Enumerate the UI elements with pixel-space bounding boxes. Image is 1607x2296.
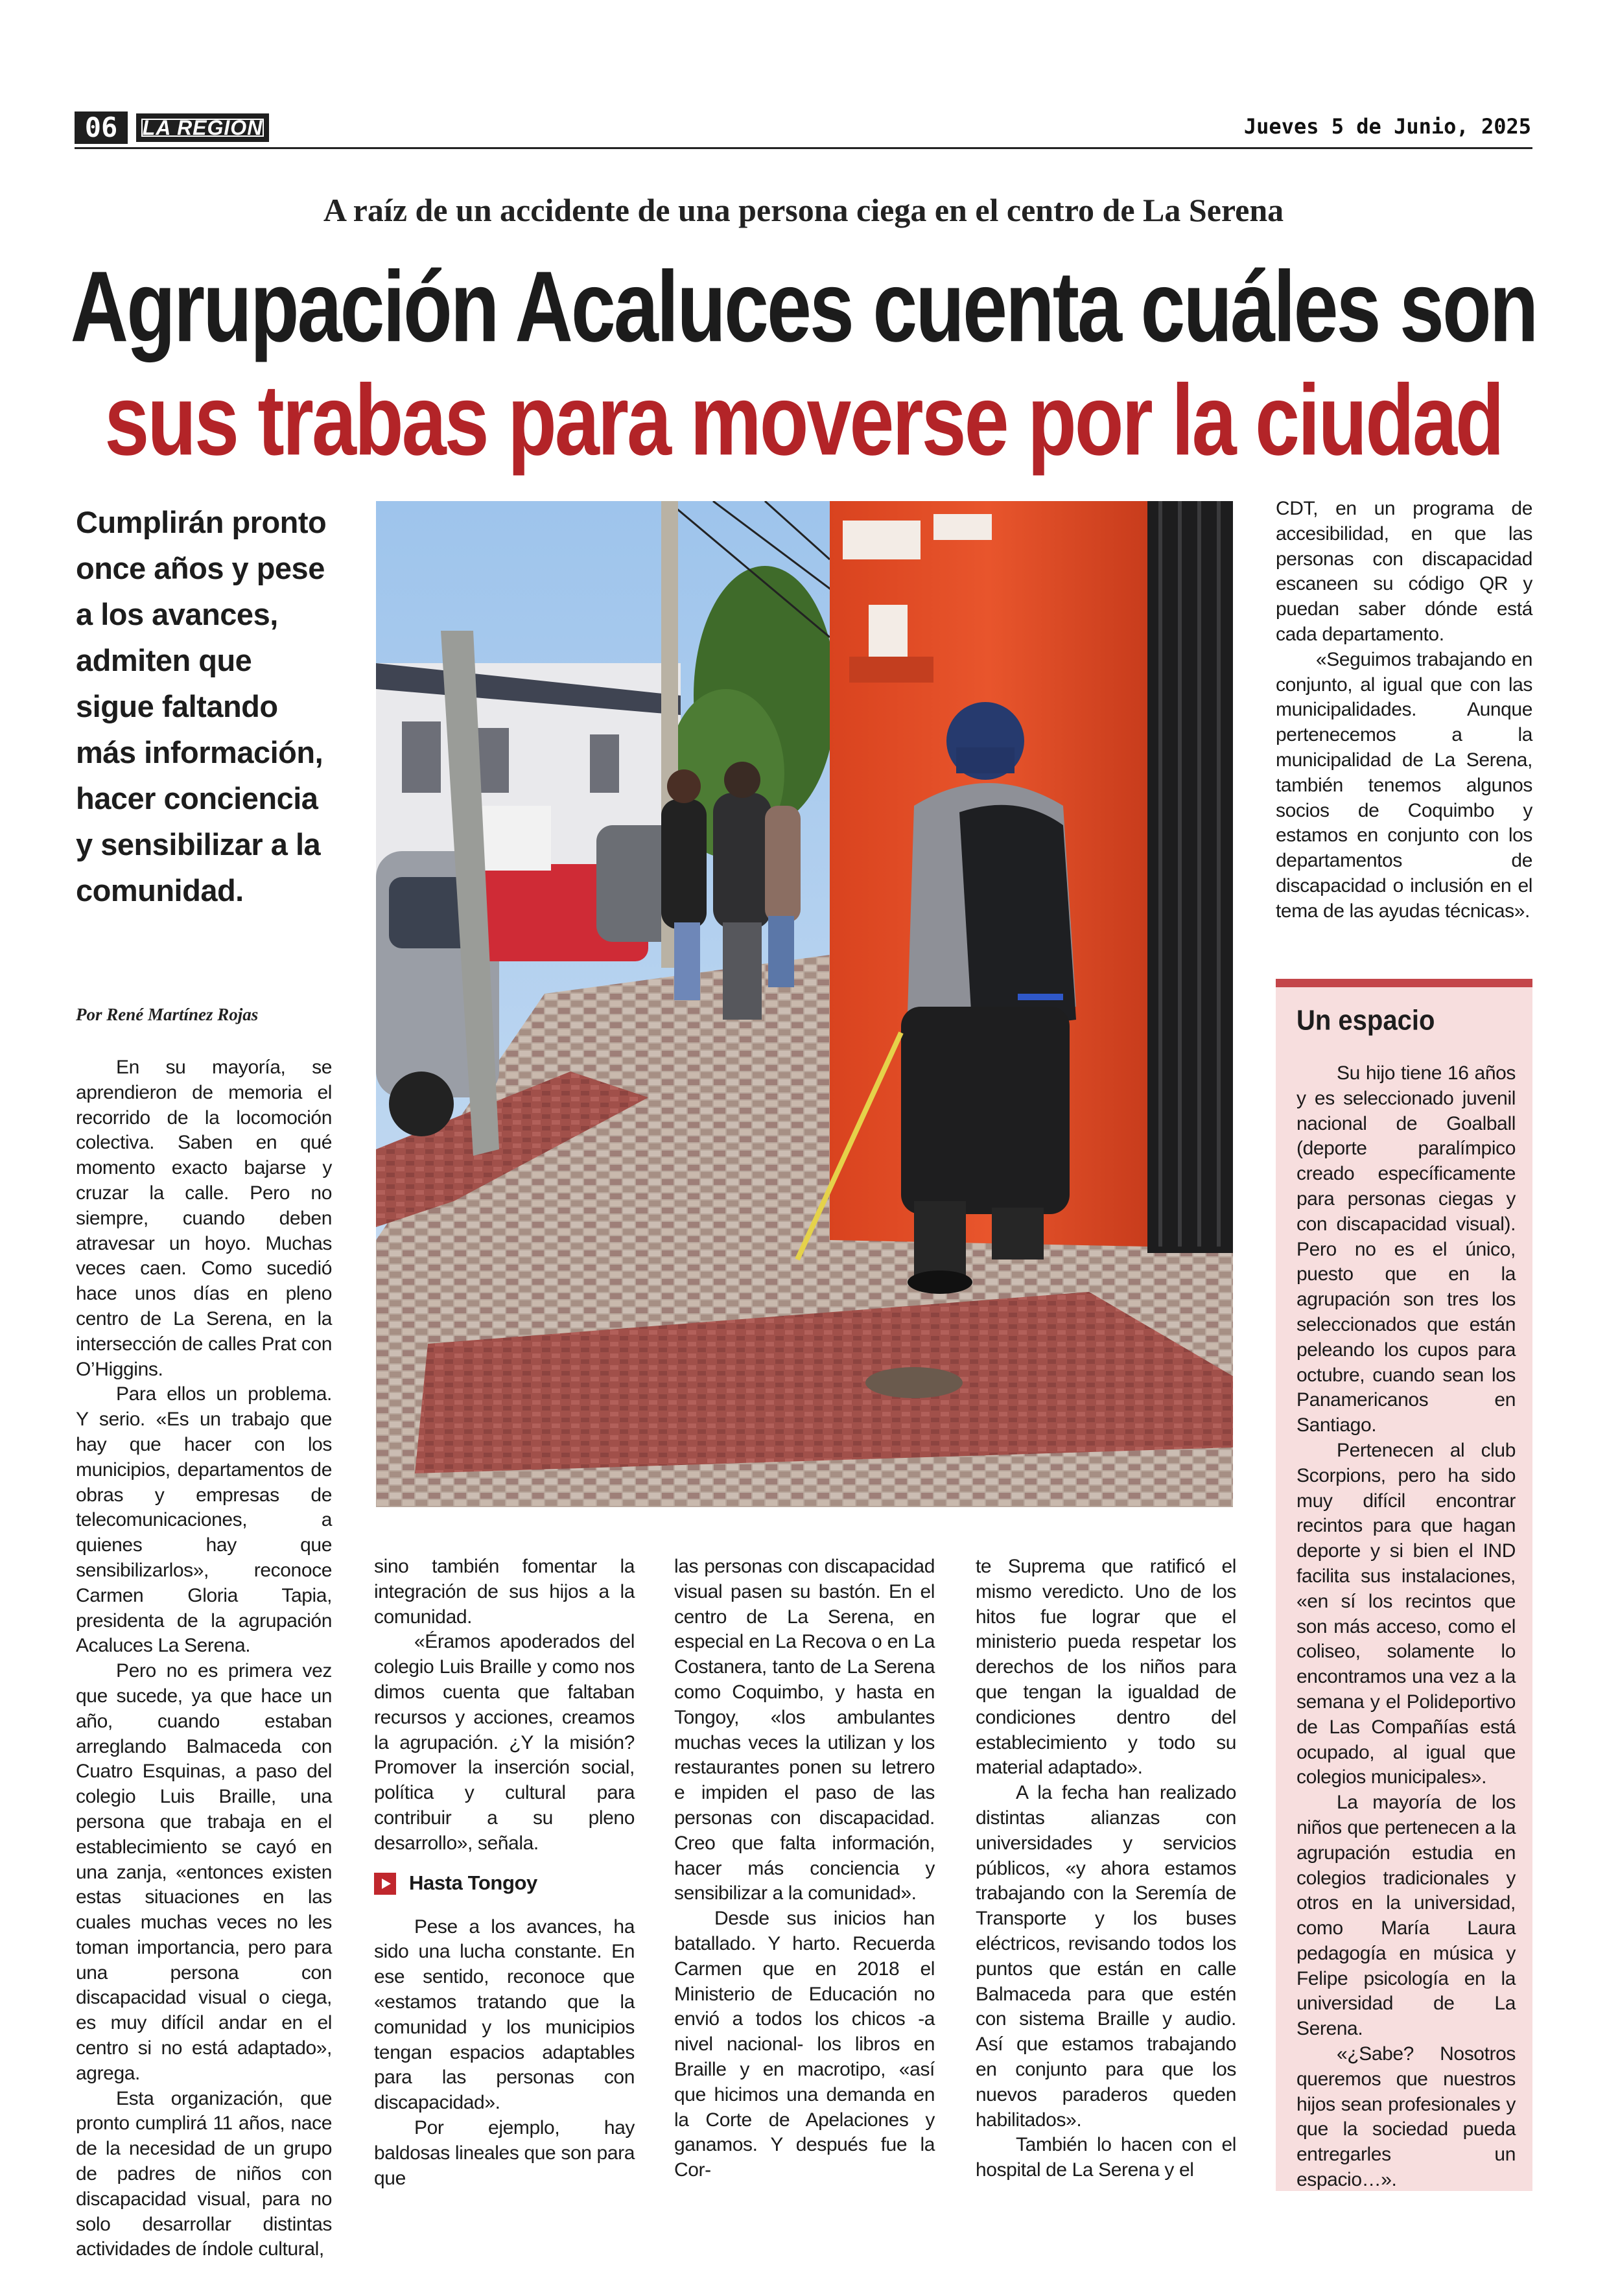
paragraph: Pero no es primera vez que sucede, ya que hace un año, cuando estaban arreglando Balmaceda con Cuatro Esquinas, a paso del colegio Luis Braille, una persona que trabaja en el establecimiento se cayó en una zanja, «entonces existen estas situaciones en las cuales muchas veces no les toman importancia, pero para una persona con discapacidad visual o ciega, es muy difícil andar en el centro si no está adaptado», agrega. xyxy=(76,1660,332,2084)
paragraph: La mayoría de los niños que pertenecen a la agrupación estudia en colegios tradicionales y otros en la universidad, como María Laura pedagogía en música y Felipe psicología en la universidad de La Serena. xyxy=(1296,1792,1516,2040)
paragraph: las personas con discapacidad visual pasen su bastón. En el centro de La Serena, en especial en La Recova o en La Costanera, tanto de La Serena como Coquimbo, y hasta en Tongoy, «los ambulantes muchas veces la utilizan y los restaurantes ponen su letrero e impiden el paso de las personas con discapacidad. Creo que falta información, hacer más conciencia y sensibilizar a la comunidad». xyxy=(674,1556,935,1904)
sidebar-title: Un espacio xyxy=(1296,1005,1435,1037)
paragraph: También lo hacen con el hospital de La Serena y el xyxy=(976,2134,1236,2181)
paragraph: sino también fomentar la integración de sus hijos a la comunidad. xyxy=(374,1556,635,1628)
newspaper-logo: LA REGION xyxy=(136,113,269,142)
body-column-3 xyxy=(674,1554,935,2183)
kicker: A raíz de un accidente de una persona ciega en el centro de La Serena xyxy=(323,192,1284,228)
street-photo xyxy=(376,501,1233,1507)
paragraph: CDT, en un programa de accesibilidad, en que las personas con discapacidad escaneen su código QR y puedan saber dónde está cada departamento. xyxy=(1276,498,1532,645)
paragraph: Pertenecen al club Scorpions, pero ha sido muy difícil encontrar recintos para que hagan deporte y si bien el IND facilita sus instalaciones, «en sí los recintos que son más acceso, como el coliseo, solamente lo encontramos una vez a la semana y el Polideportivo de Las Compañías está ocupado, al igual que colegios municipales». xyxy=(1296,1439,1516,1788)
paragraph: En su mayoría, se aprendieron de memoria el recorrido de la locomoción colectiva. Saben en qué momento exacto bajarse y cruzar la calle. Pero no siempre, cuando deben atravesar un hoyo. Muchas veces caen. Como sucedió hace unos días en pleno centro de La Serena, en la intersección de calles Prat con O’Higgins. xyxy=(76,1057,332,1380)
byline: Por René Martínez Rojas xyxy=(76,1005,259,1024)
page-number: 06 xyxy=(75,111,128,144)
paragraph: Desde sus inicios han batallado. Y harto. Recuerda Carmen que en 2018 el Ministerio de Educación no envió a todos los chicos -a nivel nacional- los libros en Braille y en macrotipo, «así que hicimos una demanda en la Corte de Apelaciones y ganamos. Y después fue la Cor- xyxy=(674,1908,935,2181)
headline-line-2: sus trabas para moverse por la ciudad xyxy=(104,364,1503,476)
paragraph: Pese a los avances, ha sido una lucha constante. En ese sentido, reconoce que «estamos tratando que la comunidad y los municipios tengan espacios adaptables para las personas con discapacidad». xyxy=(374,1915,635,2114)
paragraph: te Suprema que ratificó el mismo veredicto. Uno de los hitos fue lograr que el ministerio pueda respetar los derechos de los niños para que tengan la igualdad de condiciones dentro del establecimiento y todo su material adaptado». xyxy=(976,1556,1236,1779)
body-column-right xyxy=(1276,497,1532,924)
sidebar-text xyxy=(1296,1061,1516,2193)
paragraph: Esta organización, que pronto cumplirá 11 años, nace de la necesidad de un grupo de padres de niños con discapacidad visual, para no solo desarrollar distintas actividades de índole cultural, xyxy=(76,2087,332,2260)
paragraph: Su hijo tiene 16 años y es seleccionado juvenil nacional de Goalball (deporte paralímpico creado específicamente para personas ciegas y con discapacidad visual). Pero no es el único, puesto que en la agrupación son tres los seleccionados que están peleando los cupos para octubre, cuando sean los Panamericanos en Santiago. xyxy=(1296,1062,1516,1436)
sidebar-accent-bar xyxy=(1276,979,1532,987)
issue-date: Jueves 5 de Junio, 2025 xyxy=(1243,114,1531,139)
subhead-label: Hasta Tongoy xyxy=(409,1871,537,1895)
paragraph: Para ellos un problema. Y serio. «Es un trabajo que hay que hacer con los municipios, departamentos de obras y empresas de telecomunicaciones, a quienes hay que sensibilizarlos», reconoce Carmen Gloria Tapia, presidenta de la agrupación Acaluces La Serena. xyxy=(76,1383,332,1657)
paragraph: «Éramos apoderados del colegio Luis Braille y como nos dimos cuenta que faltaban recursos y acciones, creamos la agrupación. ¿Y la misión? Promover la inserción social, política y cultural para contribuir a su pleno desarrollo», señala. xyxy=(374,1631,635,1854)
headline-line-1: Agrupación Acaluces cuenta cuáles son xyxy=(70,251,1537,363)
lead-paragraph: Cumplirán pronto once años y pese a los avances, admiten que sigue faltando más información, hacer conciencia y sensibilizar a la comunidad. xyxy=(76,505,327,908)
header-rule xyxy=(75,147,1532,149)
paragraph: «¿Sabe? Nosotros queremos que nuestros hijos sean profesionales y que la sociedad pueda entregarles un espacio…». xyxy=(1296,2043,1516,2191)
paragraph: Por ejemplo, hay baldosas lineales que son para que xyxy=(374,2116,635,2189)
play-icon xyxy=(374,1873,396,1895)
paragraph: «Seguimos trabajando en conjunto, al igual que con las municipalidades. Aunque pertenecemos a la municipalidad de La Serena, también tenemos algunos socios de Coquimbo y estamos en conjunto con los departamentos de discapacidad o inclusión en el tema de las ayudas técnicas». xyxy=(1276,648,1532,922)
body-column-4 xyxy=(976,1554,1236,2183)
paragraph: A la fecha han realizado distintas alianzas con universidades y servicios públicos, «y ahora estamos trabajando con la Seremía de Transporte y los buses eléctricos, revisando todos los puntos que están en calle Balmaceda para que estén con sistema Braille y audio. Así que estamos trabajando en conjunto para que los nuevos paraderos queden habilitados». xyxy=(976,1782,1236,2131)
body-column-1 xyxy=(76,1055,332,2262)
subhead-hasta-tongoy xyxy=(374,1860,635,1907)
body-column-2 xyxy=(374,1554,635,2191)
